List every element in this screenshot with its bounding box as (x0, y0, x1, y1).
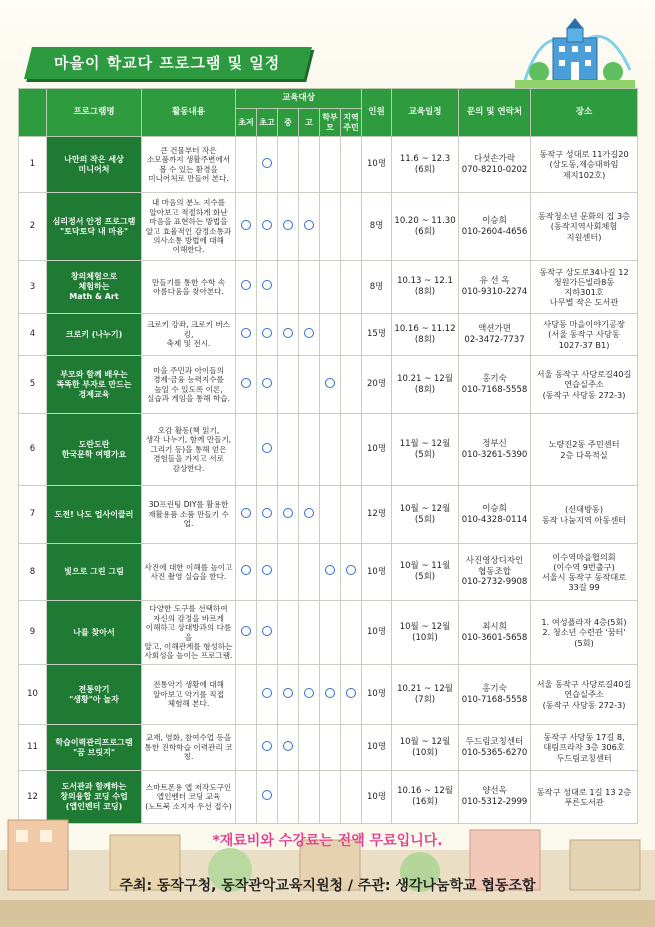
row-number: 10 (19, 665, 47, 725)
table-row (19, 137, 638, 193)
schedule-dates: 10.20 ~ 11.30 (6회) (392, 193, 459, 261)
circle-mark-icon (304, 688, 314, 698)
schedule-dates: 10월 ~ 12월 (10회) (392, 725, 459, 771)
circle-mark-icon (346, 565, 356, 575)
program-name: 나만의 작은 세상 미니어처 (64, 154, 124, 174)
table-row (19, 725, 638, 771)
people-count: 8명 (362, 193, 392, 261)
target-cell (257, 725, 278, 771)
circle-mark-icon (262, 508, 272, 518)
village-illustration (0, 800, 655, 927)
target-cell (278, 414, 299, 486)
schedule-dates: 10월 ~ 12월 (10회) (392, 601, 459, 665)
schedule-dates: 10.16 ~ 11.12 (8회) (392, 314, 459, 356)
people-count: 10명 (362, 601, 392, 665)
table-row (19, 665, 638, 725)
schedule-dates: 10.21 ~ 12월 (7회) (392, 665, 459, 725)
target-cell (278, 137, 299, 193)
people-count: 10명 (362, 725, 392, 771)
program-name: 도전! 나도 업사이클러 (54, 509, 134, 519)
circle-mark-icon (283, 688, 293, 698)
school-building-icon (515, 10, 635, 90)
program-name-cell (47, 193, 142, 261)
target-cell (341, 356, 362, 414)
target-cell (299, 725, 320, 771)
target-cell (341, 314, 362, 356)
people-count: 10명 (362, 137, 392, 193)
activity-description: 마을 주민과 아이들의 경제·금융 능력지수를 높일 수 있도록 이론, 실습과 게임을 통해 학습. (142, 356, 236, 414)
circle-mark-icon (283, 220, 293, 230)
place-info: 1. 여성플라자 4층(5회) 2. 청소년 수련관 '꿈터' (5회) (531, 601, 638, 665)
circle-mark-icon (304, 328, 314, 338)
header-target-3: 고 (299, 109, 320, 137)
target-cell (299, 193, 320, 261)
row-number: 4 (19, 314, 47, 356)
target-cell (236, 725, 257, 771)
target-cell (320, 137, 341, 193)
target-cell (257, 193, 278, 261)
program-name-cell (47, 137, 142, 193)
target-cell (278, 665, 299, 725)
circle-mark-icon (262, 741, 272, 751)
people-count: 10명 (362, 544, 392, 601)
circle-mark-icon (304, 508, 314, 518)
target-cell (257, 356, 278, 414)
target-cell (278, 544, 299, 601)
people-count: 10명 (362, 414, 392, 486)
table-row (19, 544, 638, 601)
circle-mark-icon (262, 443, 272, 453)
header-contact: 문의 및 연락처 (459, 89, 531, 137)
row-number: 6 (19, 414, 47, 486)
circle-mark-icon (346, 688, 356, 698)
header-no (19, 89, 47, 137)
schedule-dates: 10월 ~ 12월 (5회) (392, 486, 459, 544)
target-cell (236, 601, 257, 665)
target-cell (257, 314, 278, 356)
page-title: 마을이 학교다 프로그램 및 일정 (54, 54, 281, 72)
contact-info: 정부신 010-3261-5390 (459, 414, 531, 486)
target-cell (299, 601, 320, 665)
target-cell (236, 137, 257, 193)
target-cell (236, 193, 257, 261)
header-place: 장소 (531, 89, 638, 137)
program-name-cell (47, 486, 142, 544)
activity-description: 3D프린팅 DIY를 활용한 재활용품 소품 만들기 수업. (142, 486, 236, 544)
target-cell (320, 261, 341, 314)
activity-description: 스마트폰용 앱 저작도구인 앱인벤터 코딩 교육 (노트북 소지자 우선 접수) (142, 771, 236, 824)
contact-info: 이승희 010-4328-0114 (459, 486, 531, 544)
free-notice: *재료비와 수강료는 전액 무료입니다. (212, 833, 443, 849)
target-cell (320, 601, 341, 665)
people-count: 10명 (362, 665, 392, 725)
circle-mark-icon (241, 378, 251, 388)
header-target-0: 초저 (236, 109, 257, 137)
target-cell (341, 137, 362, 193)
place-info: 동작구 성대로 11가길20 (상도동,제승대하임 제지102호) (531, 137, 638, 193)
contact-info: 두드림코칭센터 010-5365-6270 (459, 725, 531, 771)
header-target-4: 학부모 (320, 109, 341, 137)
circle-mark-icon (241, 280, 251, 290)
program-name: 도서관과 함께하는 창의융합 코딩 수업 (앱인벤터 코딩) (60, 782, 128, 811)
circle-mark-icon (262, 280, 272, 290)
circle-mark-icon (241, 328, 251, 338)
header-target-1: 초고 (257, 109, 278, 137)
row-number: 7 (19, 486, 47, 544)
table-body (19, 137, 638, 824)
schedule-dates: 11.6 ~ 12.3 (6회) (392, 137, 459, 193)
target-cell (278, 601, 299, 665)
program-name: 전통악기 "생황"아 놀자 (69, 684, 119, 704)
target-cell (341, 261, 362, 314)
row-number: 2 (19, 193, 47, 261)
contact-info: 유 선 옥 010-9310-2274 (459, 261, 531, 314)
activity-description: 큰 건물부터 작은 소모품까지 생활주변에서 볼 수 있는 환경을 미니어처로 만들어 본다. (142, 137, 236, 193)
target-cell (257, 414, 278, 486)
target-cell (320, 314, 341, 356)
target-cell (299, 665, 320, 725)
target-cell (278, 725, 299, 771)
circle-mark-icon (262, 328, 272, 338)
target-cell (320, 725, 341, 771)
program-name-cell (47, 544, 142, 601)
place-info: 동작구 상도로34나길 12 청원가든빌라8동 지하301호 나무별 작은 도서관 (531, 261, 638, 314)
contact-info: 홍기숙 010-7168-5558 (459, 665, 531, 725)
target-cell (299, 314, 320, 356)
table-header-row (19, 89, 638, 109)
target-cell (278, 193, 299, 261)
target-cell (236, 314, 257, 356)
activity-description: 크로키 강좌, 크로키 버스킹, 축제 및 전시. (142, 314, 236, 356)
target-cell (341, 414, 362, 486)
row-number: 11 (19, 725, 47, 771)
circle-mark-icon (262, 378, 272, 388)
program-name-cell (47, 314, 142, 356)
table-row (19, 314, 638, 356)
target-cell (236, 544, 257, 601)
activity-description: 내 마음의 분노 지수를 알아보고 적절하게 화난 마음을 표현하는 방법을 알고 효율적인 감정소통과 의사소통 방법에 대해 이해한다. (142, 193, 236, 261)
program-name-cell (47, 261, 142, 314)
program-name: 심리정서 안정 프로그램 "토닥토닥 내 마음" (52, 216, 136, 236)
circle-mark-icon (241, 626, 251, 636)
activity-description: 사진에 대한 이해를 높이고 사진 촬영 실습을 한다. (142, 544, 236, 601)
circle-mark-icon (241, 508, 251, 518)
activity-description: 전통악기 생황에 대해 알아보고 악기를 직접 체험해 본다. (142, 665, 236, 725)
circle-mark-icon (262, 626, 272, 636)
program-name-cell (47, 725, 142, 771)
table-row (19, 261, 638, 314)
contact-info: 다섯손가락 070-8210-0202 (459, 137, 531, 193)
schedule-dates: 10.16 ~ 12월 (16회) (392, 771, 459, 824)
target-cell (341, 601, 362, 665)
people-count: 10명 (362, 771, 392, 824)
target-cell (299, 414, 320, 486)
place-info: 노량진2동 주민센터 2층 다목적실 (531, 414, 638, 486)
target-cell (341, 665, 362, 725)
contact-info: 이승희 010-2604-4656 (459, 193, 531, 261)
header-schedule: 교육일정 (392, 89, 459, 137)
target-cell (257, 665, 278, 725)
circle-mark-icon (241, 565, 251, 575)
circle-mark-icon (262, 565, 272, 575)
circle-mark-icon (325, 688, 335, 698)
activity-description: 교재, 영화, 참여수업 등을 통한 진학학습 이력관리 코칭. (142, 725, 236, 771)
target-cell (257, 544, 278, 601)
row-number: 1 (19, 137, 47, 193)
table-row (19, 601, 638, 665)
place-info: 동작구 성대로 1길 13 2층 푸른도서관 (531, 771, 638, 824)
circle-mark-icon (262, 688, 272, 698)
target-cell (236, 414, 257, 486)
target-cell (257, 137, 278, 193)
schedule-dates: 10.13 ~ 12.1 (8회) (392, 261, 459, 314)
contact-info: 액션가면 02-3472-7737 (459, 314, 531, 356)
program-name: 빛으로 그린 그림 (64, 567, 124, 576)
target-cell (320, 544, 341, 601)
target-cell (236, 261, 257, 314)
header-activity: 활동내용 (142, 89, 236, 137)
program-schedule-table (18, 88, 638, 824)
circle-mark-icon (262, 220, 272, 230)
schedule-dates: 10월 ~ 11월 (5회) (392, 544, 459, 601)
circle-mark-icon (325, 565, 335, 575)
activity-description: 만들기를 통한 수학 속 아름다움을 찾아본다. (142, 261, 236, 314)
row-number: 8 (19, 544, 47, 601)
place-info: 사당동 마을이야기공장 (서울 동작구 사당동 1027-37 B1) (531, 314, 638, 356)
header-target-2: 중 (278, 109, 299, 137)
contact-info: 양선옥 010-5312-2999 (459, 771, 531, 824)
target-cell (299, 356, 320, 414)
people-count: 12명 (362, 486, 392, 544)
target-cell (257, 601, 278, 665)
circle-mark-icon (241, 220, 251, 230)
table-row (19, 193, 638, 261)
program-name: 크로키 (나누기) (65, 329, 123, 339)
people-count: 15명 (362, 314, 392, 356)
target-cell (299, 261, 320, 314)
circle-mark-icon (262, 158, 272, 168)
target-cell (299, 486, 320, 544)
circle-mark-icon (283, 741, 293, 751)
header-target: 교육대상 (236, 89, 362, 109)
target-cell (320, 665, 341, 725)
target-cell (341, 193, 362, 261)
circle-mark-icon (304, 220, 314, 230)
place-info: 동작구 사당동 17길 8, 대림프라자 3층 306호 두드림코칭센터 (531, 725, 638, 771)
place-info: 서울 동작구 사당로길40길 연습실주소 (동작구 사당동 272-3) (531, 356, 638, 414)
target-cell (320, 414, 341, 486)
program-name-cell (47, 414, 142, 486)
program-name: 학습이력관리프로그램 "꿈 브릿지" (55, 737, 133, 757)
target-cell (257, 261, 278, 314)
activity-description: 다양한 도구를 선택하여 자신의 감정을 바르게 이해하고 상대방과의 다름을 알고, 이해관계를 형성하는 사회성을 높이는 프로그램. (142, 601, 236, 665)
activity-description: 오감 활동(책 읽기, 생각 나누기, 함께 만들기, 그리기 등)을 통해 얻은 경험들을 가지고 서로 감상한다. (142, 414, 236, 486)
target-cell (278, 486, 299, 544)
circle-mark-icon (325, 378, 335, 388)
target-cell (341, 486, 362, 544)
program-name: 창의체험으로 체험하는 Math & Art (69, 272, 119, 301)
program-name-cell (47, 665, 142, 725)
row-number: 12 (19, 771, 47, 824)
place-info: 이수역마을협의회 (이수역 9번출구) 서울시 동작구 동작대로 33길 99 (531, 544, 638, 601)
header-program: 프로그램명 (47, 89, 142, 137)
contact-info: 홍기숙 010-7168-5558 (459, 356, 531, 414)
target-cell (278, 356, 299, 414)
contact-info: 최시희 010-3601-5658 (459, 601, 531, 665)
program-name: 부모와 함께 배우는 똑똑한 부자로 만드는 경제교육 (56, 369, 132, 399)
table-row (19, 356, 638, 414)
circle-mark-icon (283, 508, 293, 518)
target-cell (341, 725, 362, 771)
contact-info: 사진영상디자인 협동조합 010-2732-9908 (459, 544, 531, 601)
target-cell (236, 665, 257, 725)
schedule-dates: 11월 ~ 12월 (5회) (392, 414, 459, 486)
organizer-footer: 주최: 동작구청, 동작관악교육지원청 / 주관: 생각나눔학교 협동조합 (119, 878, 536, 894)
row-number: 9 (19, 601, 47, 665)
place-info: (신대방동) 동작 나눔지역 아동센터 (531, 486, 638, 544)
circle-mark-icon (283, 328, 293, 338)
target-cell (278, 314, 299, 356)
target-cell (299, 544, 320, 601)
target-cell (257, 486, 278, 544)
target-cell (299, 137, 320, 193)
table-row (19, 486, 638, 544)
row-number: 5 (19, 356, 47, 414)
target-cell (320, 193, 341, 261)
target-cell (236, 486, 257, 544)
table-row (19, 414, 638, 486)
program-name: 나를 찾아서 (73, 627, 115, 637)
program-name: 도란도란 한국문학 여행가요 (61, 439, 127, 459)
row-number: 3 (19, 261, 47, 314)
people-count: 20명 (362, 356, 392, 414)
program-name-cell (47, 601, 142, 665)
target-cell (341, 544, 362, 601)
target-cell (236, 356, 257, 414)
people-count: 8명 (362, 261, 392, 314)
place-info: 동작청소년 문화의 집 3층 (동작지역사회체험 지원센터) (531, 193, 638, 261)
header-people: 인원 (362, 89, 392, 137)
target-cell (320, 486, 341, 544)
schedule-dates: 10.21 ~ 12월 (8회) (392, 356, 459, 414)
circle-mark-icon (262, 790, 272, 800)
target-cell (320, 356, 341, 414)
header-target-5: 지역 주민 (341, 109, 362, 137)
program-name-cell (47, 356, 142, 414)
target-cell (278, 261, 299, 314)
place-info: 서울 동작구 사당로길40길 연습실주소 (동작구 사당동 272-3) (531, 665, 638, 725)
